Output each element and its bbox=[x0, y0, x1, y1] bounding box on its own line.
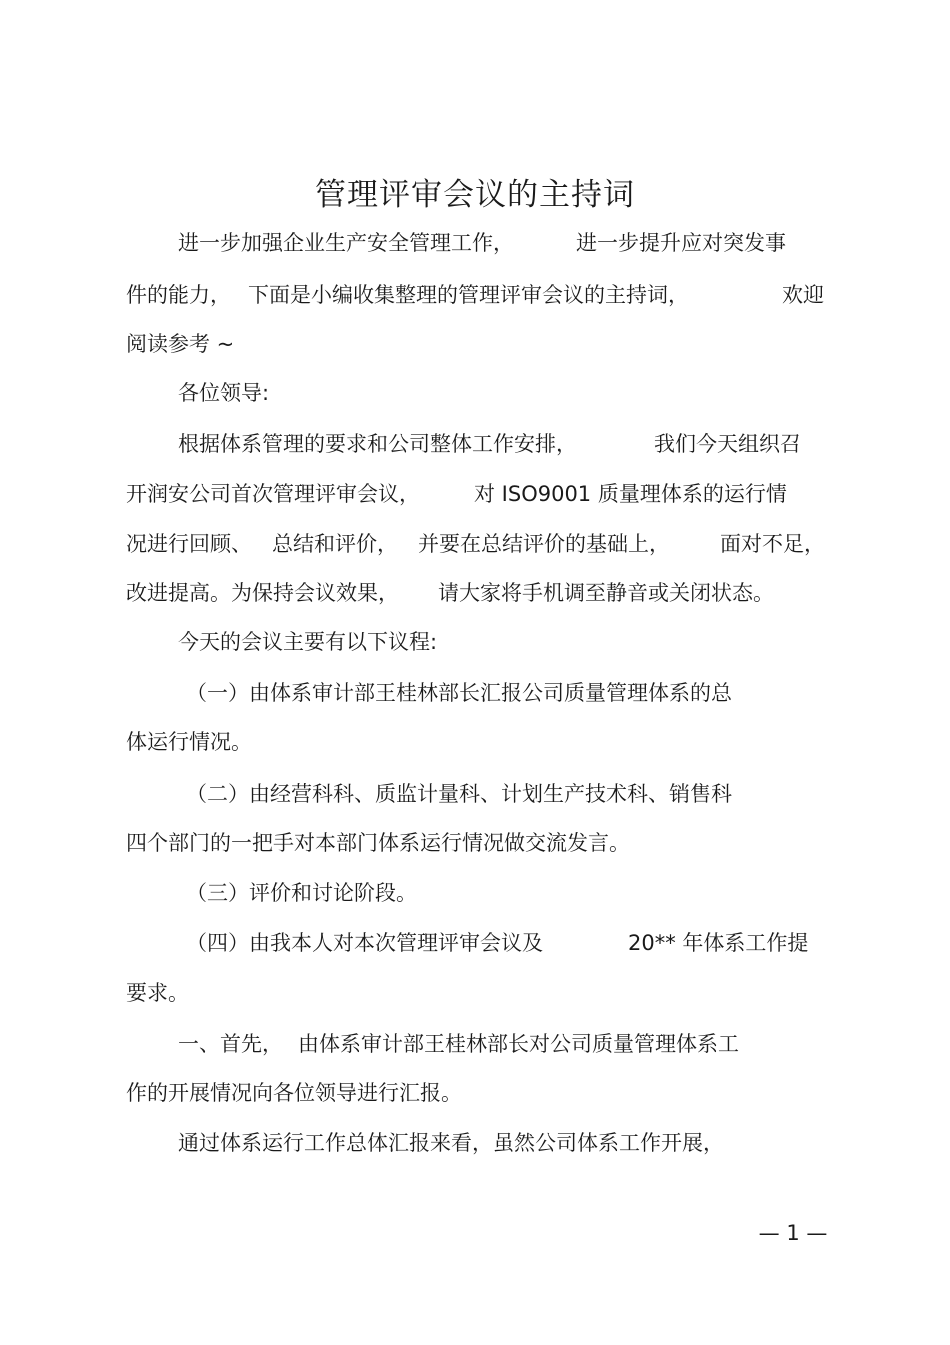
section-1-line-1 bbox=[178, 1027, 888, 1061]
opening-line-1 bbox=[178, 427, 888, 461]
opening-line-1-a: 根据体系管理的要求和公司整体工作安排， bbox=[178, 432, 577, 456]
opening-line-4-a: 改进提高。为保持会议效果， bbox=[126, 581, 399, 605]
opening-line-3-d: 面对不足， bbox=[720, 532, 825, 556]
intro-line-1-a: 进一步加强企业生产安全管理工作， bbox=[178, 231, 514, 255]
agenda-item-1-line-2: 体运行情况。 bbox=[126, 730, 252, 754]
agenda-item-4-line-2: 要求。 bbox=[126, 981, 189, 1005]
opening-line-4-b: 请大家将手机调至静音或关闭状态。 bbox=[438, 581, 774, 605]
intro-line-1-b: 进一步提升应对突发事 bbox=[576, 231, 786, 255]
opening-line-2-a: 开润安公司首次管理评审会议， bbox=[126, 482, 420, 506]
agenda-item-4-b: 20** 年体系工作提 bbox=[628, 931, 809, 955]
agenda-intro: 今天的会议主要有以下议程: bbox=[178, 630, 438, 654]
opening-line-4 bbox=[126, 576, 836, 610]
agenda-item-1-line-1: （一）由体系审计部王桂林部长汇报公司质量管理体系的总 bbox=[186, 681, 732, 705]
opening-line-3-b: 总结和评价， bbox=[272, 532, 398, 556]
section-1-line-1-a: 一、首先， bbox=[178, 1032, 283, 1056]
opening-line-3 bbox=[126, 527, 836, 561]
intro-line-2-b: 下面是小编收集整理的管理评审会议的主持词， bbox=[248, 283, 689, 307]
intro-line-1 bbox=[178, 226, 888, 260]
opening-line-3-a: 况进行回顾、 bbox=[126, 532, 252, 556]
page-number: — 1 — bbox=[758, 1221, 828, 1245]
intro-line-2-a: 件的能力， bbox=[126, 283, 231, 307]
agenda-item-2-line-1: （二）由经营科科、质监计量科、计划生产技术科、销售科 bbox=[186, 782, 732, 806]
opening-line-2 bbox=[126, 477, 836, 511]
intro-line-2-c: 欢迎 bbox=[782, 283, 824, 307]
agenda-item-4-line-1 bbox=[186, 926, 896, 960]
document-title: 管理评审会议的主持词 bbox=[315, 177, 635, 213]
salutation: 各位领导: bbox=[178, 381, 270, 405]
intro-line-3: 阅读参考 ~ bbox=[126, 332, 235, 356]
agenda-item-2-line-2: 四个部门的一把手对本部门体系运行情况做交流发言。 bbox=[126, 831, 630, 855]
intro-line-2 bbox=[126, 278, 836, 312]
opening-line-2-b: 对 ISO9001 质量理体系的运行情 bbox=[474, 482, 787, 506]
section-1-line-2: 作的开展情况向各位领导进行汇报。 bbox=[126, 1081, 462, 1105]
agenda-item-4-a: （四）由我本人对本次管理评审会议及 bbox=[186, 931, 543, 955]
section-1-line-1-b: 由体系审计部王桂林部长对公司质量管理体系工 bbox=[298, 1032, 739, 1056]
summary-line-1: 通过体系运行工作总体汇报来看，虽然公司体系工作开展， bbox=[178, 1131, 724, 1155]
opening-line-1-b: 我们今天组织召 bbox=[654, 432, 801, 456]
opening-line-3-c: 并要在总结评价的基础上， bbox=[418, 532, 670, 556]
agenda-item-3: （三）评价和讨论阶段。 bbox=[186, 881, 417, 905]
